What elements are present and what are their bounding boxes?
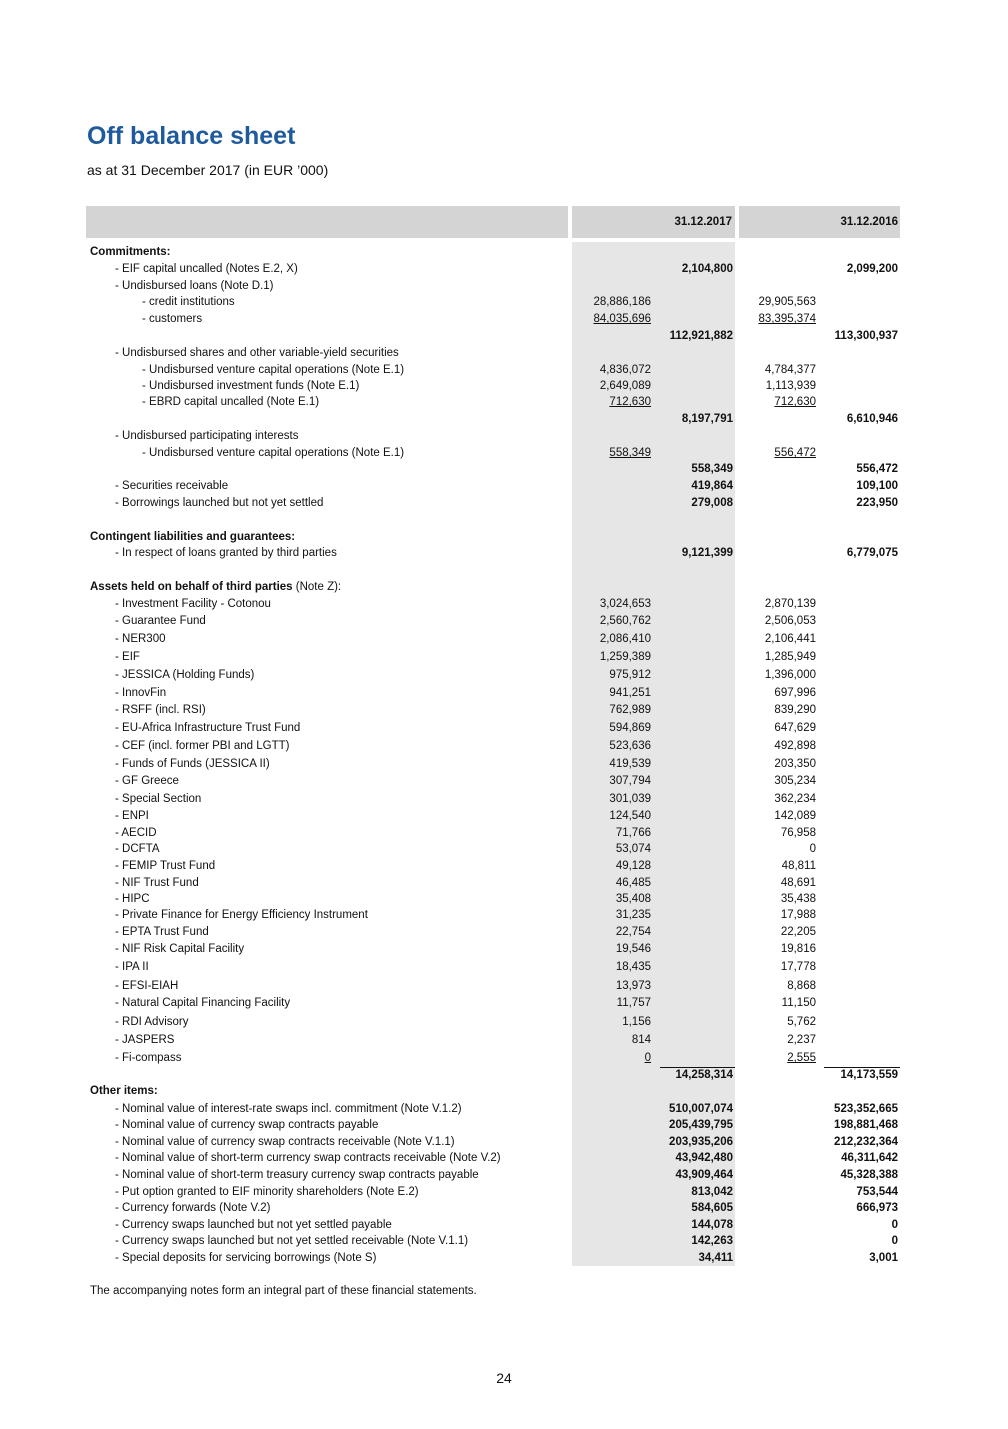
value-2016-detail: 17,988 — [780, 909, 816, 921]
value-2017-detail: 558,349 — [609, 447, 651, 459]
value-2016-detail: 29,905,563 — [758, 296, 816, 308]
value-2017-detail: 307,794 — [609, 775, 651, 787]
row-label: - HIPC — [115, 893, 150, 905]
table-row — [0, 495, 1008, 512]
row-label: - IPA II — [115, 961, 149, 973]
value-2017-detail: 71,766 — [615, 827, 651, 839]
value-2017-detail: 2,086,410 — [599, 633, 651, 645]
table-row — [0, 244, 1008, 261]
value-2016-total: 556,472 — [856, 463, 898, 475]
value-2017-total: 142,263 — [691, 1235, 733, 1247]
value-2016-total: 223,950 — [856, 497, 898, 509]
value-2016-detail: 142,089 — [774, 810, 816, 822]
value-2016-detail: 839,290 — [774, 704, 816, 716]
table-row — [0, 978, 1008, 995]
value-2017-total: 144,078 — [691, 1219, 733, 1231]
value-2017-detail: 1,156 — [622, 1016, 651, 1028]
table-row — [0, 825, 1008, 842]
row-label: - DCFTA — [115, 843, 160, 855]
table-row — [0, 995, 1008, 1012]
value-2017-detail: 35,408 — [615, 893, 651, 905]
table-row — [0, 1050, 1008, 1067]
table-row — [0, 858, 1008, 875]
page-subtitle: as at 31 December 2017 (in EUR ’000) — [87, 162, 329, 178]
table-row — [0, 278, 1008, 295]
table-row — [0, 791, 1008, 808]
value-2017-detail: 1,259,389 — [599, 651, 651, 663]
value-2016-detail: 17,778 — [780, 961, 816, 973]
row-label: - In respect of loans granted by third parties — [115, 547, 337, 559]
value-2017-detail: 419,539 — [609, 758, 651, 770]
row-label: - Nominal value of interest-rate swaps incl. commitment (Note V.1.2) — [115, 1103, 462, 1115]
value-2017-total: 34,411 — [698, 1252, 733, 1264]
value-2017-detail: 31,235 — [615, 909, 651, 921]
table-row — [0, 294, 1008, 311]
value-2016-detail: 48,811 — [781, 860, 816, 872]
table-row — [0, 545, 1008, 562]
value-2017-detail: 523,636 — [609, 740, 651, 752]
value-2016-total: 0 — [891, 1219, 898, 1231]
row-label: - Undisbursed participating interests — [115, 430, 299, 442]
table-row — [0, 1083, 1008, 1100]
row-label: - Undisbursed venture capital operations (Note E.1) — [142, 447, 405, 459]
table-row — [0, 1233, 1008, 1250]
row-label: - EU-Africa Infrastructure Trust Fund — [115, 722, 301, 734]
table-row — [0, 345, 1008, 362]
value-2016-detail: 2,506,053 — [764, 615, 816, 627]
row-label: - Undisbursed shares and other variable-yield securities — [115, 347, 399, 359]
value-2016-detail: 492,898 — [774, 740, 816, 752]
table-row — [0, 328, 1008, 345]
row-label: - RDI Advisory — [115, 1016, 189, 1028]
value-2017-detail: 301,039 — [609, 793, 651, 805]
value-2016-detail: 305,234 — [774, 775, 816, 787]
row-label: - EFSI-EIAH — [115, 980, 179, 992]
page-title: Off balance sheet — [87, 122, 296, 150]
value-2017-detail: 2,560,762 — [599, 615, 651, 627]
value-2016-total: 666,973 — [856, 1202, 898, 1214]
row-label: - credit institutions — [142, 296, 235, 308]
row-label: - NIF Trust Fund — [115, 877, 199, 889]
table-row — [0, 720, 1008, 737]
value-2016-detail: 5,762 — [787, 1016, 816, 1028]
table-row — [0, 667, 1008, 684]
table-row — [0, 1250, 1008, 1267]
row-label: - Securities receivable — [115, 480, 229, 492]
value-2016-detail: 0 — [809, 843, 816, 855]
value-2016-total: 6,779,075 — [846, 547, 898, 559]
value-2016-detail: 2,106,441 — [764, 633, 816, 645]
column-header-2017: 31.12.2017 — [674, 216, 732, 228]
value-2016-detail: 203,350 — [774, 758, 816, 770]
row-label: - Nominal value of short-term currency swap contracts receivable (Note V.2) — [115, 1152, 501, 1164]
table-row — [0, 428, 1008, 445]
table-row — [0, 1217, 1008, 1234]
table-row — [0, 649, 1008, 666]
row-label: - Undisbursed investment funds (Note E.1) — [142, 380, 360, 392]
value-2017-detail: 46,485 — [615, 877, 651, 889]
row-label: - EBRD capital uncalled (Note E.1) — [142, 396, 320, 408]
row-label: - FEMIP Trust Fund — [115, 860, 216, 872]
footer-note: The accompanying notes form an integral part of these financial statements. — [90, 1285, 477, 1297]
row-label: - RSFF (incl. RSI) — [115, 704, 206, 716]
value-2017-detail: 28,886,186 — [593, 296, 651, 308]
value-2017-detail: 49,128 — [615, 860, 651, 872]
value-2016-detail: 1,285,949 — [764, 651, 816, 663]
value-2017-total: 558,349 — [691, 463, 733, 475]
table-row — [0, 756, 1008, 773]
table-row — [0, 808, 1008, 825]
value-2017-total: 2,104,800 — [681, 263, 733, 275]
value-2016-detail: 712,630 — [774, 396, 816, 408]
row-label: - ENPI — [115, 810, 149, 822]
table-row — [0, 702, 1008, 719]
section-heading: Other items: — [90, 1085, 158, 1097]
table-row — [0, 1014, 1008, 1031]
page-number: 24 — [496, 1370, 512, 1386]
value-2016-total: 0 — [891, 1235, 898, 1247]
table-row — [0, 394, 1008, 411]
value-2016-detail: 83,395,374 — [758, 313, 816, 325]
value-2017-detail: 53,074 — [615, 843, 651, 855]
row-label: - Borrowings launched but not yet settled — [115, 497, 324, 509]
table-row — [0, 261, 1008, 278]
table-row — [0, 1134, 1008, 1151]
table-row — [0, 1032, 1008, 1049]
value-2017-detail: 124,540 — [609, 810, 651, 822]
table-row — [0, 1150, 1008, 1167]
row-label: - Undisbursed venture capital operations (Note E.1) — [142, 364, 405, 376]
section-heading: Commitments: — [90, 246, 171, 258]
row-label: - NIF Risk Capital Facility — [115, 943, 245, 955]
table-row — [0, 579, 1008, 596]
row-label: - GF Greece — [115, 775, 179, 787]
value-2017-detail: 594,869 — [609, 722, 651, 734]
row-label: - Special Section — [115, 793, 202, 805]
row-label: - EIF — [115, 651, 140, 663]
value-2017-detail: 2,649,089 — [599, 380, 651, 392]
value-2017-total: 203,935,206 — [669, 1136, 733, 1148]
value-2017-detail: 814 — [631, 1034, 651, 1046]
row-label: - Funds of Funds (JESSICA II) — [115, 758, 270, 770]
value-2017-total: 419,864 — [691, 480, 733, 492]
row-label: - NER300 — [115, 633, 166, 645]
value-2016-total: 6,610,946 — [846, 413, 898, 425]
row-label: - CEF (incl. former PBI and LGTT) — [115, 740, 290, 752]
value-2016-total: 45,328,388 — [840, 1169, 898, 1181]
value-2017-detail: 19,546 — [615, 943, 651, 955]
value-2017-total: 8,197,791 — [681, 413, 733, 425]
value-2017-total: 279,008 — [691, 497, 733, 509]
value-2017-detail: 22,754 — [615, 926, 651, 938]
value-2017-total: 14,258,314 — [675, 1069, 733, 1081]
table-row — [0, 461, 1008, 478]
value-2016-total: 2,099,200 — [846, 263, 898, 275]
row-label: - AECID — [115, 827, 157, 839]
row-label: - Nominal value of short-term treasury currency swap contracts payable — [115, 1169, 479, 1181]
value-2016-total: 14,173,559 — [840, 1069, 898, 1081]
row-label: - Undisbursed loans (Note D.1) — [115, 280, 274, 292]
table-row — [0, 378, 1008, 395]
row-label: - Currency swaps launched but not yet settled payable — [115, 1219, 392, 1231]
section-heading-group — [90, 579, 341, 596]
value-2016-detail: 76,958 — [780, 827, 816, 839]
table-row — [0, 685, 1008, 702]
row-label: - Nominal value of currency swap contracts receivable (Note V.1.1) — [115, 1136, 455, 1148]
table-row — [0, 959, 1008, 976]
value-2017-detail: 84,035,696 — [593, 313, 651, 325]
row-label: - Guarantee Fund — [115, 615, 206, 627]
row-label: - InnovFin — [115, 687, 167, 699]
value-2016-detail: 697,996 — [774, 687, 816, 699]
value-2016-detail: 647,629 — [774, 722, 816, 734]
value-2017-detail: 975,912 — [609, 669, 651, 681]
value-2016-detail: 2,870,139 — [764, 598, 816, 610]
table-row — [0, 478, 1008, 495]
row-label: - Nominal value of currency swap contracts payable — [115, 1119, 379, 1131]
value-2017-total: 112,921,882 — [669, 330, 733, 342]
table-row — [0, 631, 1008, 648]
table-row — [0, 1067, 1008, 1084]
section-heading: Assets held on behalf of third parties — [90, 581, 293, 593]
value-2016-detail: 22,205 — [780, 926, 816, 938]
value-2017-total: 205,439,795 — [669, 1119, 733, 1131]
value-2017-detail: 941,251 — [609, 687, 651, 699]
value-2016-total: 198,881,468 — [834, 1119, 898, 1131]
value-2016-detail: 556,472 — [774, 447, 816, 459]
table-row — [0, 773, 1008, 790]
value-2017-total: 43,942,480 — [675, 1152, 733, 1164]
value-2016-detail: 8,868 — [787, 980, 816, 992]
value-2016-detail: 11,150 — [781, 997, 816, 1009]
value-2017-total: 813,042 — [691, 1186, 733, 1198]
value-2016-detail: 1,396,000 — [764, 669, 816, 681]
table-row — [0, 875, 1008, 892]
table-row — [0, 907, 1008, 924]
row-label: - Investment Facility - Cotonou — [115, 598, 271, 610]
value-2017-detail: 4,836,072 — [599, 364, 651, 376]
table-row — [0, 1200, 1008, 1217]
row-label: - Currency forwards (Note V.2) — [115, 1202, 271, 1214]
value-2016-total: 109,100 — [856, 480, 898, 492]
value-2016-total: 753,544 — [856, 1186, 898, 1198]
value-2017-detail: 712,630 — [609, 396, 651, 408]
row-label: - Private Finance for Energy Efficiency Instrument — [115, 909, 368, 921]
value-2016-detail: 19,816 — [780, 943, 816, 955]
value-2016-detail: 2,237 — [787, 1034, 816, 1046]
value-2017-detail: 18,435 — [615, 961, 651, 973]
table-row — [0, 1167, 1008, 1184]
value-2017-detail: 762,989 — [609, 704, 651, 716]
value-2017-detail: 13,973 — [615, 980, 651, 992]
value-2017-detail: 0 — [644, 1052, 651, 1064]
row-label: - EPTA Trust Fund — [115, 926, 209, 938]
value-2017-total: 510,007,074 — [669, 1103, 733, 1115]
table-row — [0, 1117, 1008, 1134]
value-2016-total: 212,232,364 — [834, 1136, 898, 1148]
value-2017-detail: 11,757 — [616, 997, 651, 1009]
table-row — [0, 891, 1008, 908]
row-note: (Note Z): — [292, 581, 342, 593]
row-label: - customers — [142, 313, 203, 325]
table-row — [0, 445, 1008, 462]
table-row — [0, 841, 1008, 858]
total-rule — [660, 1067, 735, 1068]
value-2016-total: 523,352,665 — [834, 1103, 898, 1115]
table-row — [0, 411, 1008, 428]
table-row — [0, 529, 1008, 546]
value-2017-total: 584,605 — [691, 1202, 733, 1214]
total-rule — [824, 1067, 900, 1068]
table-row — [0, 738, 1008, 755]
value-2017-detail: 3,024,653 — [599, 598, 651, 610]
value-2016-detail: 1,113,939 — [765, 380, 816, 392]
row-label: - Fi-compass — [115, 1052, 182, 1064]
column-header-2016: 31.12.2016 — [840, 216, 898, 228]
value-2017-total: 43,909,464 — [675, 1169, 733, 1181]
table-row — [0, 1184, 1008, 1201]
value-2016-detail: 35,438 — [780, 893, 816, 905]
table-row — [0, 362, 1008, 379]
table-row — [0, 1101, 1008, 1118]
value-2016-detail: 4,784,377 — [764, 364, 816, 376]
table-row — [0, 311, 1008, 328]
row-label: - Natural Capital Financing Facility — [115, 997, 291, 1009]
value-2016-total: 3,001 — [869, 1252, 898, 1264]
table-row — [0, 924, 1008, 941]
value-2016-total: 113,300,937 — [834, 330, 898, 342]
value-2016-total: 46,311,642 — [841, 1152, 898, 1164]
table-row — [0, 613, 1008, 630]
value-2016-detail: 362,234 — [774, 793, 816, 805]
value-2016-detail: 2,555 — [787, 1052, 816, 1064]
section-heading: Contingent liabilities and guarantees: — [90, 531, 296, 543]
value-2016-detail: 48,691 — [780, 877, 816, 889]
row-label: - EIF capital uncalled (Notes E.2, X) — [115, 263, 298, 275]
row-label: - Currency swaps launched but not yet settled receivable (Note V.1.1) — [115, 1235, 469, 1247]
row-label: - JASPERS — [115, 1034, 175, 1046]
row-label: - Special deposits for servicing borrowings (Note S) — [115, 1252, 377, 1264]
row-label: - JESSICA (Holding Funds) — [115, 669, 255, 681]
table-row — [0, 596, 1008, 613]
row-label: - Put option granted to EIF minority shareholders (Note E.2) — [115, 1186, 419, 1198]
table-row — [0, 941, 1008, 958]
value-2017-total: 9,121,399 — [681, 547, 733, 559]
